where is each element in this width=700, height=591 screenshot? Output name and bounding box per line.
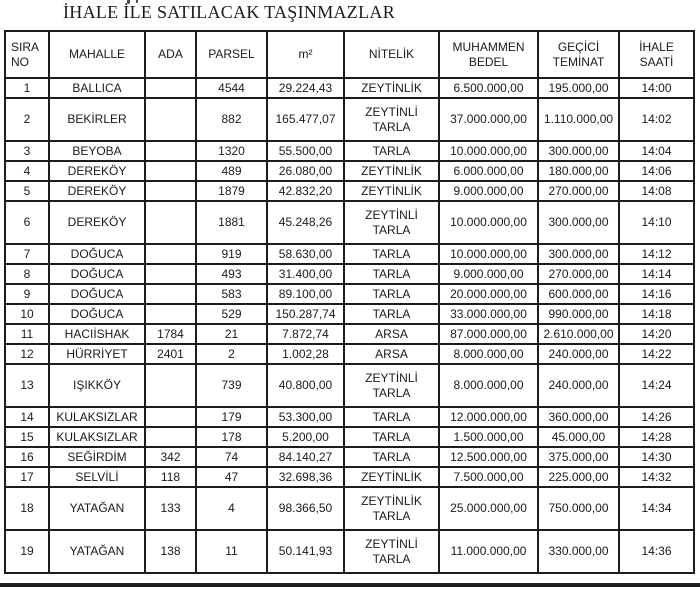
table-cell: 493 <box>196 264 267 284</box>
table-cell: 98.366,50 <box>267 487 344 530</box>
table-cell: 14 <box>5 407 49 427</box>
table-cell: HÜRRİYET <box>49 344 145 364</box>
table-cell: 42.832,20 <box>267 181 344 201</box>
table-row <box>5 201 694 244</box>
table-cell: 10 <box>5 304 49 324</box>
column-header: NİTELİK <box>344 31 439 78</box>
table-cell: ZEYTİNLİ TARLA <box>344 201 439 244</box>
table-cell: ZEYTİNLİ TARLA <box>344 364 439 407</box>
table-cell: 342 <box>145 447 196 467</box>
table-cell: 583 <box>196 284 267 304</box>
table-cell: DEREKÖY <box>49 181 145 201</box>
table-cell: 17 <box>5 467 49 487</box>
column-header: MAHALLE <box>49 31 145 78</box>
table-cell: 33.000.000,00 <box>439 304 538 324</box>
table-cell <box>145 161 196 181</box>
table-cell: ZEYTİNLİK <box>344 78 439 98</box>
table-cell: 8.000.000,00 <box>439 344 538 364</box>
table-cell: 882 <box>196 98 267 141</box>
table-cell: 9 <box>5 284 49 304</box>
table-cell: TARLA <box>344 264 439 284</box>
table-cell: 47 <box>196 467 267 487</box>
table-cell <box>145 78 196 98</box>
table-cell: 300.000,00 <box>538 244 619 264</box>
table-cell: 14:02 <box>619 98 694 141</box>
table-cell: ARSA <box>344 324 439 344</box>
table-row <box>5 304 694 324</box>
table-cell: 10.000.000,00 <box>439 244 538 264</box>
table-cell: 178 <box>196 427 267 447</box>
table-cell: 2401 <box>145 344 196 364</box>
table-cell: 7.500.000,00 <box>439 467 538 487</box>
table-cell: 225.000,00 <box>538 467 619 487</box>
table-cell: 360.000,00 <box>538 407 619 427</box>
table-cell: 3 <box>5 141 49 161</box>
table-cell <box>145 407 196 427</box>
table-cell: 118 <box>145 467 196 487</box>
table-cell: DEREKÖY <box>49 201 145 244</box>
table-row <box>5 427 694 447</box>
table-cell: 330.000,00 <box>538 530 619 573</box>
column-header: İHALE SAATİ <box>619 31 694 78</box>
table-cell: 240.000,00 <box>538 364 619 407</box>
table-cell: 14:30 <box>619 447 694 467</box>
table-cell: 32.698,36 <box>267 467 344 487</box>
table-cell: 37.000.000,00 <box>439 98 538 141</box>
table-cell: 14:36 <box>619 530 694 573</box>
table-cell: DOĞUCA <box>49 304 145 324</box>
table-cell: 84.140,27 <box>267 447 344 467</box>
table-cell: 6.500.000,00 <box>439 78 538 98</box>
table-cell: 21 <box>196 324 267 344</box>
table-cell: 20.000.000,00 <box>439 284 538 304</box>
table-cell: 26.080,00 <box>267 161 344 181</box>
table-cell: 4 <box>5 161 49 181</box>
table-cell: 270.000,00 <box>538 264 619 284</box>
table-cell: 8 <box>5 264 49 284</box>
table-cell: 14:26 <box>619 407 694 427</box>
column-header: PARSEL <box>196 31 267 78</box>
table-cell: TARLA <box>344 447 439 467</box>
table-row <box>5 467 694 487</box>
table-cell <box>145 284 196 304</box>
table-cell: 14:08 <box>619 181 694 201</box>
table-cell: SEĞİRDİM <box>49 447 145 467</box>
table-cell: 5 <box>5 181 49 201</box>
table-cell: KULAKSIZLAR <box>49 427 145 447</box>
table-cell: BEYOBA <box>49 141 145 161</box>
table-row <box>5 344 694 364</box>
table-cell: DOĞUCA <box>49 244 145 264</box>
table-cell: 2 <box>196 344 267 364</box>
table-cell: 11.000.000,00 <box>439 530 538 573</box>
table-cell <box>145 244 196 264</box>
table-cell: 29.224,43 <box>267 78 344 98</box>
page-title: İHALE İLE SATILACAK TAŞINMAZLAR <box>63 2 395 22</box>
table-header <box>5 31 694 78</box>
table-cell: 11 <box>5 324 49 344</box>
table-cell <box>145 201 196 244</box>
table-cell: 14:20 <box>619 324 694 344</box>
table-cell: 5.200,00 <box>267 427 344 447</box>
table-cell: 750.000,00 <box>538 487 619 530</box>
table-cell: 87.000.000,00 <box>439 324 538 344</box>
table-cell: 6.000.000,00 <box>439 161 538 181</box>
table-cell: 14:06 <box>619 161 694 181</box>
table-cell: 14:14 <box>619 264 694 284</box>
table-row <box>5 161 694 181</box>
table-cell: 14:12 <box>619 244 694 264</box>
table-cell: 58.630,00 <box>267 244 344 264</box>
table-cell: IŞIKKÖY <box>49 364 145 407</box>
table-cell: 1 <box>5 78 49 98</box>
table-cell: ZEYTİNLİK TARLA <box>344 487 439 530</box>
table-cell: 14:10 <box>619 201 694 244</box>
table-cell: TARLA <box>344 141 439 161</box>
table-cell: 45.000,00 <box>538 427 619 447</box>
table-cell: 14:18 <box>619 304 694 324</box>
table-row <box>5 78 694 98</box>
table-row <box>5 364 694 407</box>
page-bottom-rule <box>0 583 700 587</box>
column-header: SIRA NO <box>5 31 49 78</box>
table-cell: 4544 <box>196 78 267 98</box>
table-row <box>5 284 694 304</box>
table-cell: 1784 <box>145 324 196 344</box>
table-cell: 53.300,00 <box>267 407 344 427</box>
table-row <box>5 141 694 161</box>
table-body <box>5 78 694 573</box>
table-row <box>5 98 694 141</box>
table-cell: 12.000.000,00 <box>439 407 538 427</box>
table-cell: TARLA <box>344 284 439 304</box>
table-cell: 1.110.000,00 <box>538 98 619 141</box>
table-cell: 14:22 <box>619 344 694 364</box>
table-cell: 40.800,00 <box>267 364 344 407</box>
header-row <box>5 31 694 78</box>
table-cell: 7 <box>5 244 49 264</box>
table-cell: 300.000,00 <box>538 141 619 161</box>
table-cell: 45.248,26 <box>267 201 344 244</box>
table-row <box>5 181 694 201</box>
table-cell <box>145 141 196 161</box>
table-cell: 270.000,00 <box>538 181 619 201</box>
table-cell: 133 <box>145 487 196 530</box>
table-cell: 9.000.000,00 <box>439 264 538 284</box>
table-cell: 739 <box>196 364 267 407</box>
table-cell: 8.000.000,00 <box>439 364 538 407</box>
table-cell <box>145 304 196 324</box>
table-row <box>5 244 694 264</box>
table-cell: 300.000,00 <box>538 201 619 244</box>
table-cell: ZEYTİNLİ TARLA <box>344 98 439 141</box>
table-cell: 13 <box>5 364 49 407</box>
table-cell: YATAĞAN <box>49 487 145 530</box>
table-cell: 7.872,74 <box>267 324 344 344</box>
table-cell: 1881 <box>196 201 267 244</box>
table-cell: 179 <box>196 407 267 427</box>
table-cell: 9.000.000,00 <box>439 181 538 201</box>
table-cell: 14:28 <box>619 427 694 447</box>
column-header: MUHAMMEN BEDEL <box>439 31 538 78</box>
table-row <box>5 530 694 573</box>
table-cell: 19 <box>5 530 49 573</box>
table-cell: 4 <box>196 487 267 530</box>
table-cell: HACIİSHAK <box>49 324 145 344</box>
table-cell <box>145 98 196 141</box>
table-cell: 14:34 <box>619 487 694 530</box>
table-row <box>5 407 694 427</box>
table-cell: KULAKSIZLAR <box>49 407 145 427</box>
table-cell: ZEYTİNLİ TARLA <box>344 530 439 573</box>
table-cell: BEKİRLER <box>49 98 145 141</box>
column-header: GEÇİCİ TEMİNAT <box>538 31 619 78</box>
table-cell <box>145 264 196 284</box>
table-cell: TARLA <box>344 427 439 447</box>
column-header: ADA <box>145 31 196 78</box>
table-row <box>5 324 694 344</box>
table-cell: 180.000,00 <box>538 161 619 181</box>
table-cell: 10.000.000,00 <box>439 201 538 244</box>
table-cell: 10.000.000,00 <box>439 141 538 161</box>
table-cell: 2 <box>5 98 49 141</box>
table-cell: YATAĞAN <box>49 530 145 573</box>
table-cell <box>145 181 196 201</box>
table-cell: 6 <box>5 201 49 244</box>
table-cell: 11 <box>196 530 267 573</box>
table-cell: 50.141,93 <box>267 530 344 573</box>
table-cell: 25.000.000,00 <box>439 487 538 530</box>
table-cell: 529 <box>196 304 267 324</box>
table-cell: BALLICA <box>49 78 145 98</box>
table-cell: DOĞUCA <box>49 284 145 304</box>
table-cell: 15 <box>5 427 49 447</box>
table-cell: 12.500.000,00 <box>439 447 538 467</box>
table-cell: DEREKÖY <box>49 161 145 181</box>
table-cell: 1320 <box>196 141 267 161</box>
table-cell: TARLA <box>344 304 439 324</box>
table-cell: TARLA <box>344 407 439 427</box>
table-cell: 1.500.000,00 <box>439 427 538 447</box>
table-cell: 138 <box>145 530 196 573</box>
table-cell: 12 <box>5 344 49 364</box>
table-cell: 919 <box>196 244 267 264</box>
table-cell: SELVİLİ <box>49 467 145 487</box>
table-cell: ARSA <box>344 344 439 364</box>
table-cell: 150.287,74 <box>267 304 344 324</box>
table-cell: 14:16 <box>619 284 694 304</box>
table-cell: ZEYTİNLİK <box>344 181 439 201</box>
table-cell: 31.400,00 <box>267 264 344 284</box>
table-cell <box>145 427 196 447</box>
auction-property-table <box>4 30 695 574</box>
table-row <box>5 487 694 530</box>
table-cell <box>145 364 196 407</box>
table-cell: 2.610.000,00 <box>538 324 619 344</box>
column-header: m² <box>267 31 344 78</box>
table-cell: ZEYTİNLİK <box>344 161 439 181</box>
table-row <box>5 264 694 284</box>
table-cell: ZEYTİNLİK <box>344 467 439 487</box>
table-cell: 240.000,00 <box>538 344 619 364</box>
table-cell: TARLA <box>344 244 439 264</box>
table-cell: 489 <box>196 161 267 181</box>
table-cell: 195.000,00 <box>538 78 619 98</box>
table-cell: 74 <box>196 447 267 467</box>
table-cell: 600.000,00 <box>538 284 619 304</box>
table-cell: 14:04 <box>619 141 694 161</box>
table-cell: 990.000,00 <box>538 304 619 324</box>
table-cell: 165.477,07 <box>267 98 344 141</box>
table-cell: 89.100,00 <box>267 284 344 304</box>
table-cell: 1.002,28 <box>267 344 344 364</box>
table-row <box>5 447 694 467</box>
table-cell: 375.000,00 <box>538 447 619 467</box>
table-cell: 1879 <box>196 181 267 201</box>
table-cell: 18 <box>5 487 49 530</box>
table-cell: 14:32 <box>619 467 694 487</box>
table-cell: 14:24 <box>619 364 694 407</box>
table-cell: DOĞUCA <box>49 264 145 284</box>
table-cell: 14:00 <box>619 78 694 98</box>
table-cell: 16 <box>5 447 49 467</box>
table-cell: 55.500,00 <box>267 141 344 161</box>
